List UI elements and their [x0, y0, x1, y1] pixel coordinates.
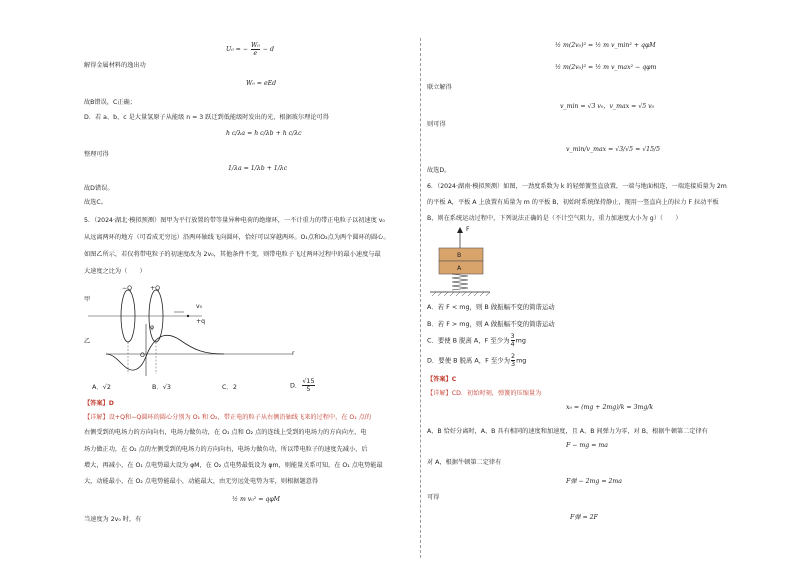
detail-line: 可得: [427, 494, 440, 501]
question-5-line: 如图乙所示，若仅将带电粒子的初速度改为 2v₀，其他条件不变，则带电粒子飞过两环过程中的最小速度与最: [84, 251, 381, 258]
option-c[interactable]: C．2: [222, 383, 237, 391]
label-minus-q: −Q: [122, 285, 133, 292]
label-jia: 甲: [84, 296, 91, 303]
equation-lambda: 1/λa = 1/λb + 1/λc: [228, 165, 288, 172]
label-force: F: [466, 226, 470, 233]
option-c[interactable]: C．要使 B 脱离 A，F 至少为 $\frac{3}{4}$ mg: [427, 332, 526, 348]
label-r: r: [292, 350, 295, 357]
option-a[interactable]: A．√2: [92, 383, 111, 391]
equation-newton-b: F − mg = ma: [566, 442, 608, 449]
equation-solve: v_min = √3 v₀，v_max = √5 v₀: [560, 103, 655, 110]
text-line: D．若 a、b、c 是大量氢原子从能级 n = 3 跃迁到低能级时发出的光，根据玻尔理论可得: [84, 114, 329, 121]
detail-line: 增大，再减小，在 O₁ 点电势最大设为 φM，在 O₂ 点电势最低设为 φm，则能量关系可知，在 O₁ 点电势能最: [84, 462, 383, 469]
label-phi: φ: [150, 324, 155, 331]
label-yi: 乙: [84, 338, 91, 345]
text-line: 整理可得: [84, 151, 109, 158]
option-b[interactable]: B．√3: [152, 383, 171, 391]
label-block-a: A: [457, 265, 462, 272]
detail-line: 【详解】CD．初始时刻，弹簧的压缩量为: [427, 390, 542, 397]
text-line: 联立解得: [427, 84, 452, 91]
question-5-line: 5．（2024·湖北·模拟预测）图甲为平行放置的带等量异种电荷的绝缘环，一不计重力的带正电粒子以初速度 v₀: [84, 217, 385, 224]
spring: [452, 274, 468, 290]
equation-min-speed: ½ m(2v₀)² = ½ m v_min² + qφM: [555, 42, 656, 49]
detail-line: 【详解】设+Q和−Q圆环的圆心分别为 O₁ 和 O₂，带正电的粒子从右侧沿轴线飞来的过程中，在 O₁ 点的: [84, 414, 372, 421]
question-6-line: 6．（2024·湖南·模拟预测）如图，一劲度系数为 k 的轻弹簧竖直放置，一端与地面相连，一端连接质量为 2m: [427, 183, 727, 190]
text-line: 故选D。: [427, 167, 451, 174]
text-line: 则可得: [427, 121, 446, 128]
detail-line: 大，动能最小，在 O₂ 点电势能最小，动能最大，由无穷远处电势为零，则根据题意得: [84, 478, 319, 485]
text-line: 故B错误，C正确；: [84, 99, 136, 106]
option-d[interactable]: D．要使 B 脱离 A，F 至少为 $\frac{2}{3}$ mg: [427, 352, 527, 368]
ground-hatch: [432, 292, 490, 296]
equation-w0: W₀ = eEd: [246, 80, 277, 87]
label-origin: O: [140, 352, 145, 359]
label-plus-q: +Q: [150, 285, 161, 292]
column-divider: [420, 38, 421, 558]
question-6-line: B，则在系统运动过程中，下列说法正确的是（不计空气阻力，重力加速度大小为 g）（ ）: [427, 215, 682, 222]
detail-line: 右侧受到的电场力的方向向右，电场力做负功，在 O₁ 点和 O₂ 点的连线上受到的电场力的方向向左，电: [84, 429, 367, 436]
question-5-line: 大速度之比为（ ）: [84, 268, 146, 275]
equation-bohr: h c/λa = h c/λb + h c/λc: [226, 130, 302, 137]
question-5-line: 从远离两环的地方（可看成无穷远）沿两环轴线飞向圆环，恰好可以穿越两环。O₁点和O₂点为两个圆环的圆心。: [84, 234, 390, 241]
option-b[interactable]: B．若 F > mg，则 A 做振幅不变的简谐运动: [427, 320, 555, 328]
equation-newton-a: F弹 − 2mg = 2ma: [566, 478, 622, 485]
text-line: 故选C。: [84, 199, 107, 206]
force-arrowhead: [457, 227, 463, 233]
answer-label: 【答案】C: [427, 376, 457, 383]
text-line: 解得金属材料的逸出功: [84, 62, 146, 69]
option-d[interactable]: D． $\frac{√15}{5}$: [290, 377, 315, 393]
equation-u0: U₀ = − $\frac{\text{W₀}}{e}$ − d: [226, 42, 274, 57]
equation-spring-force: F弹 = 2F: [570, 514, 598, 521]
text-line: 当速度为 2v₀ 时，有: [84, 516, 142, 523]
equation-ratio: v_min/v_max = √3/√5 = √15/5: [566, 146, 661, 153]
detail-line: 对 A，根据牛顿第二定律有: [427, 459, 502, 466]
label-q: +q: [196, 318, 206, 325]
equation-energy: ½ m v₀² = qφM: [232, 496, 281, 503]
equation-max-speed: ½ m(2v₀)² = ½ m v_max² − qφm: [555, 64, 657, 71]
text-line: 故D错误。: [84, 185, 114, 192]
charge-dot: [187, 315, 189, 317]
option-a[interactable]: A．若 F < mg，则 B 做振幅不变的简谐运动: [427, 303, 555, 311]
question-6-line: 的平板 A，平板 A 上放置有质量为 m 的平板 B，初始时系统保持静止，现用一竖直向上的拉力 F 拉动平板: [427, 199, 719, 206]
rings-potential-figure: [84, 282, 314, 378]
equation-compression: x₀ = (mg + 2mg)/k = 3mg/k: [566, 404, 654, 411]
spring-blocks-figure: [426, 224, 496, 298]
potential-curve: [106, 335, 224, 370]
detail-line: A、B 恰好分离时，A、B 具有相同的速度和加速度，且 A、B 间弹力为零，对 B，根据牛顿第二定律有: [427, 428, 708, 435]
detail-line: 场力做正功，在 O₂ 点的左侧受到的电场力的方向向右，电场力做负功，所以带电粒子的速度先减小，后: [84, 446, 368, 453]
label-block-b: B: [457, 252, 462, 259]
label-v0: v₀: [196, 303, 203, 310]
answer-label: 【答案】D: [84, 400, 114, 407]
